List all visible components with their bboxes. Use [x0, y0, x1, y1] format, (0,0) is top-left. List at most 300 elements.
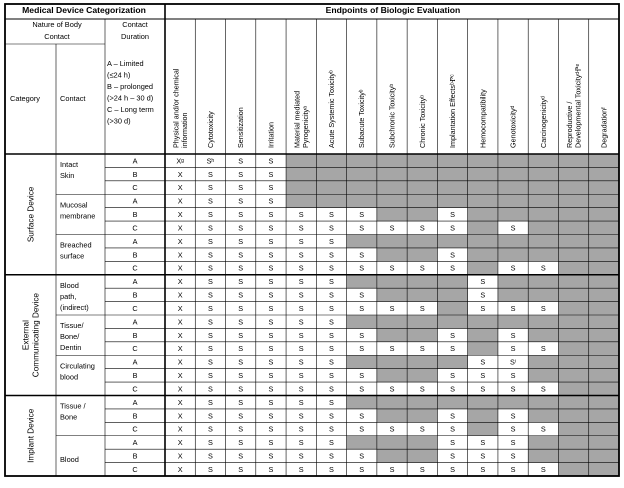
endpoint-header: Acute Systemic Toxicityᵇ [327, 70, 336, 148]
matrix-cell: S [359, 424, 365, 434]
shaded-cell [589, 261, 619, 274]
shaded-cell [407, 328, 437, 341]
shaded-cell [407, 275, 437, 288]
shaded-cell [558, 409, 588, 422]
shaded-cell [589, 409, 619, 422]
matrix-cell: S [450, 263, 455, 273]
matrix-cell: S [238, 438, 244, 448]
shaded-cell [528, 396, 558, 409]
matrix-cell: X [177, 223, 183, 233]
matrix-cell: S [207, 236, 213, 246]
endpoint-header: Cytotoxicity [205, 111, 215, 148]
shaded-cell [347, 275, 377, 288]
matrix-cell: X [177, 371, 183, 381]
shaded-cell [407, 355, 437, 368]
matrix-cell: S [207, 424, 213, 434]
shaded-cell [589, 154, 619, 167]
matrix-cell: S [450, 250, 455, 260]
category-label: Communicating Device [31, 293, 41, 378]
matrix-cell: S [268, 210, 274, 220]
shaded-cell [528, 369, 558, 382]
matrix-cell: X [177, 344, 183, 354]
matrix-cell: S [238, 397, 244, 407]
shaded-cell [558, 194, 588, 207]
matrix-cell: S [207, 250, 213, 260]
matrix-cell: S [207, 384, 213, 394]
shaded-cell [407, 396, 437, 409]
matrix-cell: S [268, 330, 274, 340]
matrix-cell: S [268, 464, 274, 474]
matrix-cell: S [238, 196, 244, 206]
duration-legend-line: (≤24 h) [107, 70, 131, 80]
shaded-cell [558, 288, 588, 301]
matrix-cell: S [268, 303, 274, 313]
shaded-cell [528, 194, 558, 207]
matrix-cell: S [329, 303, 334, 313]
matrix-cell: S [480, 451, 486, 461]
duration-legend-line: (>30 d) [107, 116, 131, 126]
matrix-cell: S [329, 223, 334, 233]
matrix-cell: S [540, 263, 546, 273]
matrix-cell: X [177, 397, 183, 407]
duration-cell: B [132, 290, 138, 300]
matrix-cell: X [177, 210, 183, 220]
contact-label: Dentin [60, 343, 82, 352]
matrix-cell: S [238, 371, 244, 381]
matrix-cell: S [207, 169, 213, 179]
shaded-cell [377, 248, 407, 261]
matrix-cell: S [207, 317, 213, 327]
shaded-cell [498, 167, 528, 180]
matrix-cell: S [238, 210, 244, 220]
contact-label: Mucosal [60, 200, 88, 210]
matrix-cell: S [298, 223, 304, 233]
matrix-cell: S [298, 263, 304, 273]
endpoint-header: information [179, 112, 189, 148]
matrix-cell: S [510, 303, 516, 313]
matrix-cell: S [238, 317, 244, 327]
endpoint-header: Subchronic Toxicityᵇ [387, 83, 397, 148]
shaded-cell [589, 342, 619, 355]
contact-label: Intact [60, 160, 79, 169]
contact-label: Circulating [60, 361, 95, 371]
shaded-cell [498, 248, 528, 261]
matrix-cell: S [298, 438, 304, 448]
shaded-cell [347, 194, 377, 207]
matrix-cell: S [329, 438, 334, 448]
shaded-cell [558, 315, 588, 328]
duration-cell: B [132, 330, 138, 340]
shaded-cell [528, 221, 558, 234]
shaded-cell [347, 396, 377, 409]
shaded-cell [377, 154, 407, 167]
matrix-cell: S [298, 236, 304, 246]
matrix-cell: X [177, 424, 183, 434]
shaded-cell [437, 275, 467, 288]
matrix-cell: S [480, 303, 486, 313]
matrix-cell: S [510, 464, 516, 474]
endpoint-header: Pyrogenicityᵃ [300, 106, 310, 148]
matrix-cell: S [238, 464, 244, 474]
endpoint-header: Developmental ToxicityᵈⰒᵉ [573, 63, 583, 148]
shaded-cell [377, 396, 407, 409]
shaded-cell [528, 288, 558, 301]
matrix-cell: S [207, 290, 213, 300]
matrix-cell: S [207, 303, 213, 313]
duration-cell: B [132, 451, 138, 461]
matrix-cell: X [177, 357, 183, 367]
matrix-cell: S [419, 223, 425, 233]
shaded-cell [347, 167, 377, 180]
matrix-cell: S [480, 384, 486, 394]
matrix-cell: X [177, 183, 183, 193]
shaded-cell [377, 288, 407, 301]
nature-header-line2: Contact [44, 32, 70, 41]
shaded-cell [316, 167, 346, 180]
contact-label: blood [60, 372, 79, 382]
matrix-cell: S [298, 464, 304, 474]
matrix-cell: S [359, 384, 365, 394]
matrix-cell: S [329, 290, 334, 300]
matrix-cell: X [177, 290, 183, 300]
matrix-cell: S [268, 384, 274, 394]
contact-label: membrane [60, 211, 96, 221]
matrix-cell: S [540, 464, 546, 474]
endpoint-header: Hemocompatibility [478, 89, 488, 148]
matrix-cell: S [359, 303, 365, 313]
matrix-cell: X [177, 250, 183, 260]
matrix-cell: S [238, 183, 244, 193]
matrix-cell: S [389, 303, 395, 313]
shaded-cell [407, 436, 437, 449]
shaded-cell [286, 154, 316, 167]
shaded-cell [468, 261, 498, 274]
matrix-cell: S [480, 464, 486, 474]
matrix-cell: S [480, 277, 486, 287]
matrix-cell: S [298, 317, 304, 327]
duration-cell: A [132, 317, 138, 327]
shaded-cell [468, 194, 498, 207]
shaded-cell [528, 167, 558, 180]
matrix-cell: X [177, 277, 183, 287]
endpoint-header: Genotoxicityᵈ [508, 105, 518, 148]
shaded-cell [468, 422, 498, 435]
shaded-cell [347, 154, 377, 167]
matrix-cell: S [207, 397, 213, 407]
shaded-cell [316, 194, 346, 207]
matrix-cell: S [480, 438, 486, 448]
shaded-cell [528, 275, 558, 288]
shaded-cell [589, 167, 619, 180]
category-label: Surface Device [26, 186, 36, 243]
shaded-cell [377, 328, 407, 341]
matrix-cell: S [207, 183, 213, 193]
shaded-cell [377, 181, 407, 194]
contact-label: (indirect) [60, 302, 89, 312]
shaded-cell [437, 181, 467, 194]
matrix-cell: S [389, 424, 395, 434]
shaded-cell [377, 167, 407, 180]
shaded-cell [589, 463, 619, 476]
matrix-cell: S [238, 236, 244, 246]
matrix-cell: S [359, 451, 365, 461]
matrix-cell: S [238, 303, 244, 313]
shaded-cell [528, 154, 558, 167]
matrix-cell: S [419, 464, 425, 474]
shaded-cell [377, 235, 407, 248]
shaded-cell [589, 449, 619, 462]
matrix-cell: S [450, 344, 455, 354]
shaded-cell [589, 181, 619, 194]
shaded-cell [377, 208, 407, 221]
duration-cell: C [132, 424, 138, 434]
matrix-cell: S [329, 250, 334, 260]
matrix-cell: X [177, 464, 183, 474]
shaded-cell [437, 315, 467, 328]
shaded-cell [558, 422, 588, 435]
matrix-cell: S [268, 371, 274, 381]
shaded-cell [558, 235, 588, 248]
matrix-cell: S [329, 424, 334, 434]
category-label: External [21, 320, 31, 351]
contact-label: Skin [60, 171, 75, 180]
contact-label: Tissue/ [60, 321, 84, 330]
matrix-cell: S [510, 438, 516, 448]
duration-cell: A [132, 357, 138, 367]
matrix-cell: S [207, 263, 213, 273]
matrix-cell: S [207, 357, 213, 367]
duration-cell: C [132, 464, 138, 474]
matrix-cell: S [298, 303, 304, 313]
matrix-cell: S [510, 223, 516, 233]
shaded-cell [468, 221, 498, 234]
shaded-cell [437, 167, 467, 180]
matrix-cell: S [510, 424, 516, 434]
shaded-cell [558, 302, 588, 315]
shaded-cell [589, 221, 619, 234]
matrix-cell: S [238, 156, 244, 166]
category-label: Implant Device [26, 408, 36, 463]
duration-cell: C [132, 263, 138, 273]
matrix-cell: S [329, 371, 334, 381]
matrix-cell: S [268, 277, 274, 287]
shaded-cell [468, 235, 498, 248]
shaded-cell [558, 328, 588, 341]
matrix-cell: S [359, 263, 365, 273]
matrix-cell: S [207, 196, 213, 206]
endpoint-header: Degradationᶠ [599, 107, 609, 148]
shaded-cell [528, 315, 558, 328]
shaded-cell [528, 355, 558, 368]
duration-cell: A [132, 397, 138, 407]
shaded-cell [437, 355, 467, 368]
duration-cell: B [132, 169, 138, 179]
shaded-cell [558, 167, 588, 180]
shaded-cell [468, 248, 498, 261]
duration-legend-line: A – Limited [107, 59, 144, 68]
endpoint-header: Implantation EffectsᵇⰒᶜ [448, 74, 457, 148]
contact-label: Blood [60, 280, 79, 290]
shaded-cell [528, 235, 558, 248]
shaded-cell [468, 409, 498, 422]
contact-label: Bone/ [60, 332, 80, 341]
matrix-cell: S [298, 357, 304, 367]
matrix-cell: S [359, 223, 365, 233]
shaded-cell [286, 181, 316, 194]
matrix-cell: X [177, 303, 183, 313]
matrix-cell: S [268, 183, 274, 193]
matrix-cell: S [389, 223, 395, 233]
shaded-cell [589, 235, 619, 248]
shaded-cell [437, 235, 467, 248]
matrix-cell: S [359, 290, 365, 300]
matrix-cell: S [389, 464, 395, 474]
matrix-cell: S [510, 451, 516, 461]
matrix-cell: S [329, 317, 334, 327]
shaded-cell [468, 396, 498, 409]
shaded-cell [347, 235, 377, 248]
shaded-cell [286, 167, 316, 180]
shaded-cell [498, 208, 528, 221]
shaded-cell [407, 154, 437, 167]
matrix-cell: S [419, 303, 425, 313]
shaded-cell [589, 275, 619, 288]
matrix-cell: S [268, 317, 274, 327]
shaded-cell [558, 181, 588, 194]
matrix-cell: S [238, 357, 244, 367]
category-header: Category [10, 94, 40, 103]
matrix-cell: S [540, 384, 546, 394]
matrix-cell: S [359, 344, 365, 354]
matrix-cell: S [207, 438, 213, 448]
matrix-cell: S [359, 371, 365, 381]
duration-header-line2: Duration [121, 32, 149, 41]
matrix-cell: S [268, 344, 274, 354]
shaded-cell [558, 342, 588, 355]
shaded-cell [407, 248, 437, 261]
matrix-cell: S [207, 223, 213, 233]
shaded-cell [528, 328, 558, 341]
shaded-cell [407, 315, 437, 328]
matrix-cell: Sʰ [206, 156, 215, 166]
shaded-cell [377, 436, 407, 449]
shaded-cell [407, 288, 437, 301]
shaded-cell [558, 154, 588, 167]
matrix-cell: Sⁱ [509, 357, 517, 367]
duration-cell: A [132, 196, 138, 206]
matrix-cell: S [329, 236, 334, 246]
matrix-cell: S [359, 210, 365, 220]
matrix-cell: S [268, 250, 274, 260]
matrix-cell: S [450, 223, 455, 233]
shaded-cell [528, 449, 558, 462]
endpoint-header: Subacute Toxicityᵇ [357, 89, 367, 148]
matrix-cell: X [177, 196, 183, 206]
duration-cell: A [132, 156, 138, 166]
duration-cell: B [132, 210, 138, 220]
shaded-cell [407, 409, 437, 422]
matrix-cell: S [540, 344, 546, 354]
contact-label: Breached [60, 240, 92, 250]
matrix-cell: S [419, 384, 425, 394]
matrix-cell: S [329, 344, 334, 354]
matrix-cell: S [480, 357, 486, 367]
shaded-cell [528, 208, 558, 221]
matrix-cell: S [268, 357, 274, 367]
shaded-cell [558, 369, 588, 382]
shaded-cell [377, 369, 407, 382]
shaded-cell [498, 396, 528, 409]
matrix-cell: S [298, 384, 304, 394]
duration-cell: B [132, 411, 138, 421]
matrix-cell: S [207, 330, 213, 340]
matrix-cell: S [238, 223, 244, 233]
matrix-cell: S [238, 451, 244, 461]
endpoint-header: Chronic Toxicityᵇ [417, 95, 427, 148]
shaded-cell [558, 208, 588, 221]
shaded-cell [558, 355, 588, 368]
contact-label: Tissue / [60, 401, 86, 411]
matrix-cell: S [510, 384, 516, 394]
duration-legend-line: B – prolonged [107, 82, 154, 91]
categorization-title: Medical Device Categorization [22, 5, 146, 15]
matrix-cell: S [207, 371, 213, 381]
shaded-cell [589, 422, 619, 435]
shaded-cell [377, 194, 407, 207]
duration-legend-line: C – Long term [107, 105, 154, 114]
matrix-cell: S [207, 411, 213, 421]
matrix-cell: S [419, 263, 425, 273]
matrix-cell: S [268, 290, 274, 300]
matrix-cell: S [389, 384, 395, 394]
endpoint-header: Irritation [266, 122, 276, 148]
contact-label: surface [60, 251, 85, 261]
matrix-cell: S [298, 424, 304, 434]
shaded-cell [377, 275, 407, 288]
matrix-cell: S [510, 344, 516, 354]
shaded-cell [468, 154, 498, 167]
duration-cell: C [132, 183, 138, 193]
shaded-cell [407, 235, 437, 248]
matrix-cell: S [207, 464, 213, 474]
matrix-cell: S [389, 263, 395, 273]
matrix-cell: S [298, 277, 304, 287]
shaded-cell [437, 194, 467, 207]
contact-label: Bone [60, 412, 78, 422]
duration-cell: C [132, 384, 138, 394]
duration-cell: C [132, 303, 138, 313]
matrix-cell: S [450, 438, 455, 448]
shaded-cell [589, 194, 619, 207]
matrix-cell: X [177, 384, 183, 394]
matrix-cell: S [419, 424, 425, 434]
matrix-cell: S [207, 210, 213, 220]
matrix-cell: S [540, 424, 546, 434]
matrix-cell: S [268, 397, 274, 407]
duration-cell: A [132, 277, 138, 287]
matrix-cell: S [329, 451, 334, 461]
shaded-cell [468, 181, 498, 194]
endpoints-title: Endpoints of Biologic Evaluation [325, 5, 461, 15]
matrix-cell: S [207, 344, 213, 354]
matrix-cell: S [450, 330, 455, 340]
matrix-cell: S [268, 424, 274, 434]
matrix-cell: S [298, 411, 304, 421]
shaded-cell [589, 315, 619, 328]
shaded-cell [377, 355, 407, 368]
matrix-cell: S [238, 250, 244, 260]
shaded-cell [347, 181, 377, 194]
